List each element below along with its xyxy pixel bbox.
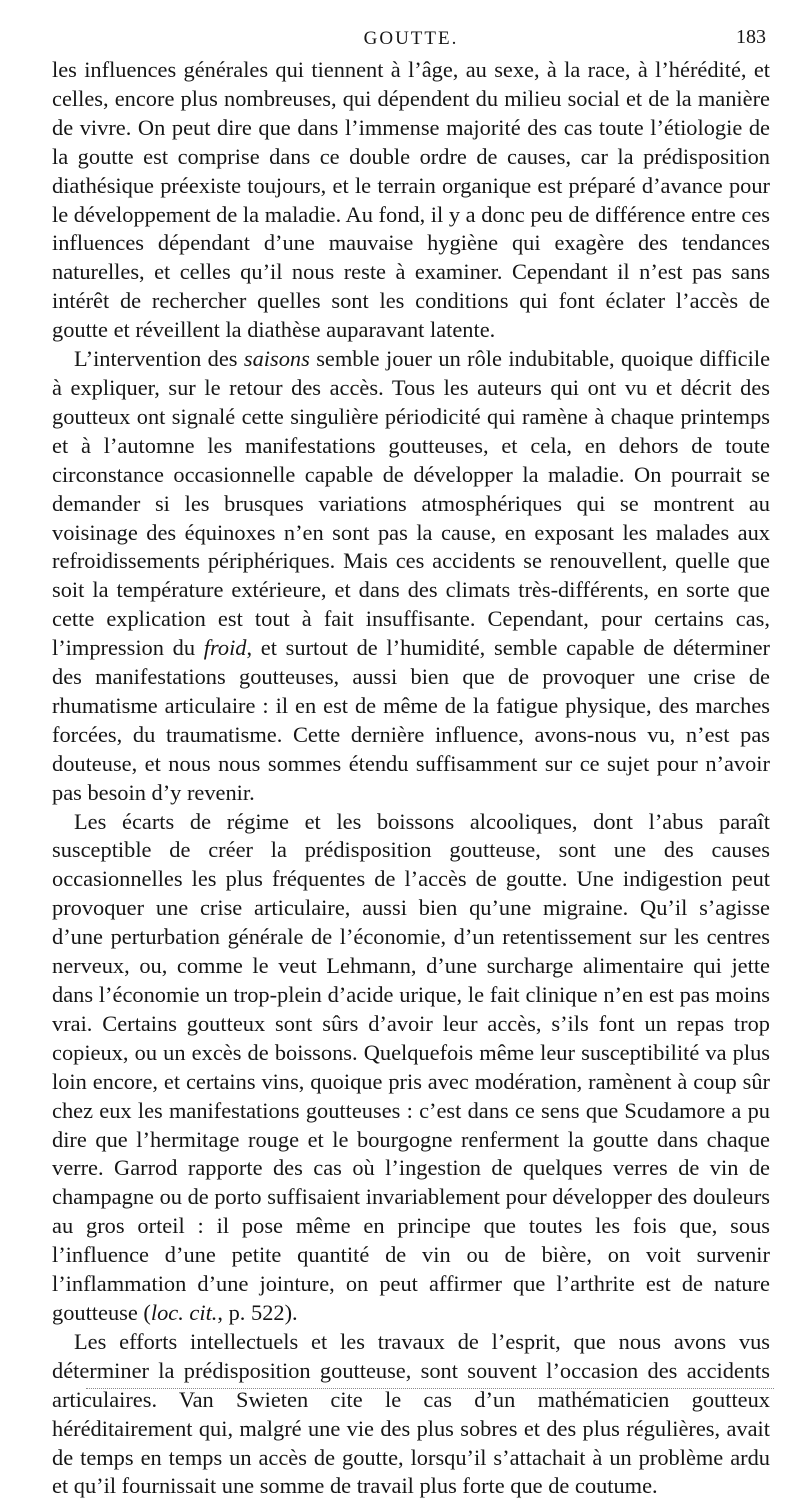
body-text (52, 56, 770, 1501)
text-run: semble jouer un rôle indubitable, quoique difficile à expliquer, sur le retour des accès. Tous les auteurs qui ont vu et décrit des goutteux ont signalé cette singulière périodicité qui ramène à chaque printemps et à l’automne les manifestations goutteuses, et cela, en dehors de toute circonstance occasionnelle capable de développer la maladie. On pourrait se demander si les brusques variations atmosphériques qui se montrent au voisinage des équinoxes n’en sont pas la cause, en exposant les malades aux refroidissements périphériques. Mais ces accidents se renouvellent, quelle que soit la température extérieure, et dans des climats très-différents, en sorte que cette explication est tout à fait insuffisante. Cependant, pour certains cas, l’impression du (52, 346, 771, 661)
text-run: , p. 522). (217, 1299, 298, 1325)
text-run: , et surtout de l’humidité, semble capable de déterminer des manifestations goutteuses, aussi bien que de provoquer une crise de rhumatisme articulaire : il en est de même de la fatigue physique, des marches forcées, du traumatisme. Cette dernière influence, avons-nous vu, n’est pas douteuse, et nous nous sommes étendu suffisamment sur ce sujet pour n’avoir pas besoin d’y revenir. (52, 635, 771, 805)
text-run: les influences générales qui tiennent à l’âge, au sexe, à la race, à l’hérédité, et celles, encore plus nombreuses, qui dépendent du milieu social et de la manière de vivre. On peut dire que dans l’immense majorité des cas toute l’étiologie de la goutte est comprise dans ce double ordre de causes, car la prédisposition diathésique préexiste toujours, et le terrain organique est préparé d’avance pour le développement de la maladie. Au fond, il y a donc peu de différence entre ces influences dépendant d’une mauvaise hygiène qui exagère des tendances naturelles, et celles qu’il nous reste à examiner. Cependant il n’est pas sans intérêt de rechercher quelles sont les conditions qui font éclater l’accès de goutte et réveillent la diathèse auparavant latente. (52, 57, 770, 343)
paragraph (52, 808, 770, 1328)
book-page (52, 20, 770, 1501)
running-head (52, 20, 770, 56)
text-run: Les efforts intellectuels et les travaux de l’esprit, que nous avons vus déterminer la prédisposition goutteuse, sont souvent l’occasion des accidents articulaires. Van Swieten cite le cas d’un mathématicien goutteux héréditairement qui, malgré une vie des plus sobres et des plus régulières, avait de temps en temps un accès de goutte, lorsqu’il s’attachait à un problème ardu et qu’il fournissait une somme de travail plus forte que de coutume. (52, 1328, 770, 1499)
italic-term: saisons (243, 346, 310, 372)
paragraph (52, 1328, 770, 1501)
text-run: L’intervention des (74, 346, 244, 372)
paragraph (52, 345, 770, 808)
footer-rule (86, 1388, 774, 1389)
italic-term: froid (203, 635, 247, 661)
paragraph (52, 56, 770, 345)
page-number: 183 (736, 26, 766, 48)
text-run: Les écarts de régime et les boissons alcooliques, dont l’abus paraît susceptible de créer la prédisposition goutteuse, sont une des causes occasionnelles les plus fréquentes de l’accès de goutte. Une indigestion peut provoquer une crise articulaire, aussi bien qu’une migraine. Qu’il s’agisse d’une perturbation générale de l’économie, d’un retentissement sur les centres nerveux, ou, comme le veut Lehmann, d’une surcharge alimentaire qui jette dans l’économie un trop-plein d’acide urique, le fait clinique n’en est pas moins vrai. Certains goutteux sont sûrs d’avoir leur accès, s’ils font un repas trop copieux, ou un excès de boissons. Quelquefois même leur susceptibilité va plus loin encore, et certains vins, quoique pris avec modération, ramènent à coup sûr chez eux les manifestations goutteuses : c’est dans ce sens que Scudamore a pu dire que l’hermitage rouge et le bourgogne renferment la goutte dans chaque verre. Garrod rapporte des cas où l’ingestion de quelques verres de vin de champagne ou de porto suffisaient invariablement pour développer des douleurs au gros orteil : il pose même en principe que toutes les fois que, sous l’influence d’une petite quantité de vin ou de bière, on voit survenir l’inflammation d’une jointure, on peut affirmer que l’arthrite est de nature goutteuse ( (52, 808, 770, 1325)
italic-term: loc. cit. (150, 1299, 218, 1325)
running-title: GOUTTE. (363, 28, 459, 49)
